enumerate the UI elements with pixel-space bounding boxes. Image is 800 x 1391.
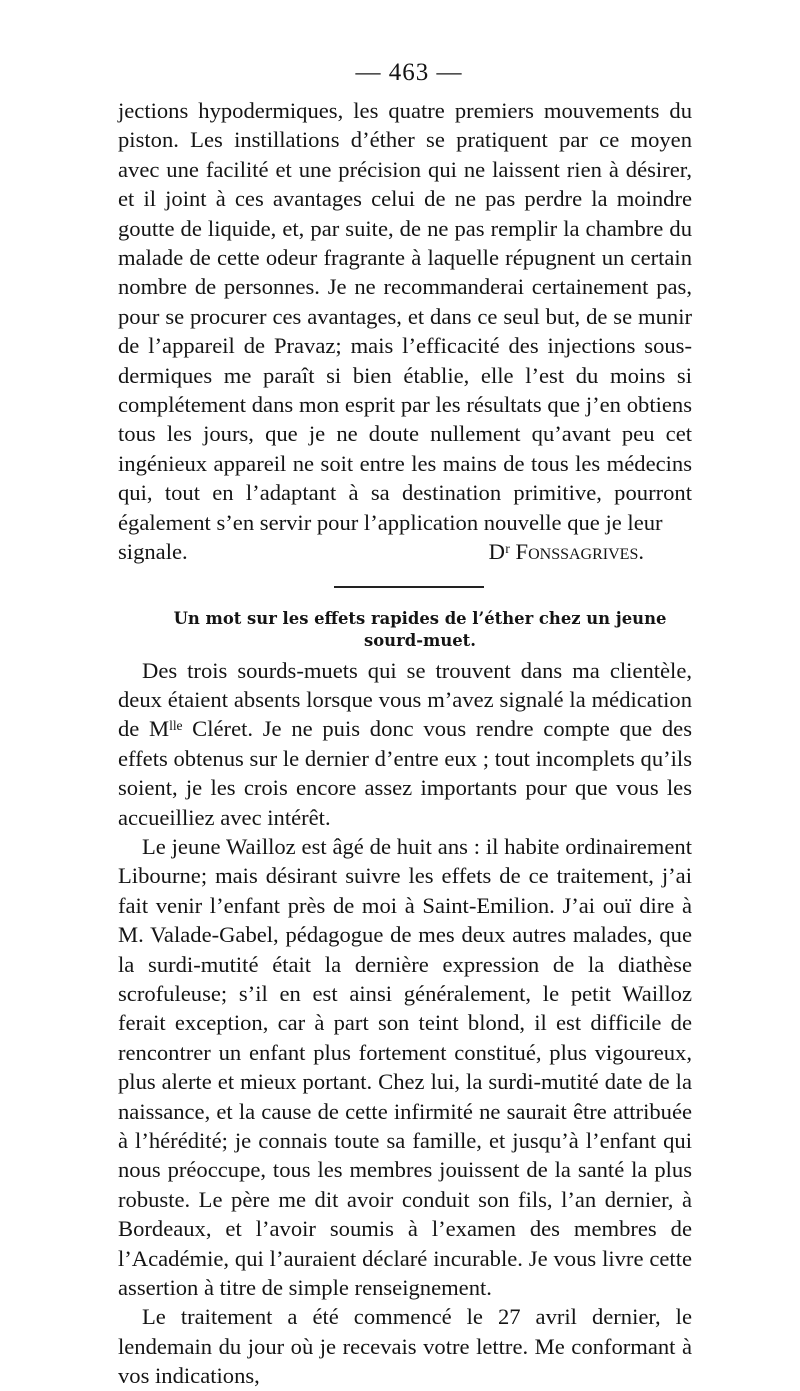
author-signature	[489, 537, 692, 566]
paragraph-injections: jections hypodermiques, les quatre premiers mouvements du piston. Les instillations d’éther se pratiquent par ce moyen avec une facilité et une précision qui ne laissent rien à désirer, et il joint à ces avantages celui de ne pas perdre la moindre goutte de liquide, et, par suite, de ne pas remplir la chambre du malade de cette odeur fragrante à laquelle répugnent un certain nombre de personnes. Je ne recommanderai certainement pas, pour se procurer ces avantages, et dans ce seul but, de se munir de l’appareil de Pravaz; mais l’efficacité des injections sous-dermiques me paraît si bien établie, elle l’est du moins si complétement dans mon esprit par les résultats que j’en obtiens tous les jours, que je ne doute nullement qu’avant peu cet ingénieux appareil ne soit entre les mains de tous les médecins qui, tout en l’adaptant à sa destination primitive, pourront également s’en servir pour l’application nouvelle que je leur	[118, 98, 692, 535]
section-divider	[334, 586, 484, 588]
paragraph-end-word: signale.	[118, 539, 188, 565]
page-number: — 463 —	[355, 59, 463, 86]
section-title-line-2: sourd-muet.	[364, 630, 476, 650]
signature-line	[118, 537, 692, 566]
signature-name: Fonssagrives.	[515, 539, 644, 565]
paragraph-traitement: Le traitement a été commencé le 27 avril dernier, le lendemain du jour où je recevais votre lettre. Me conformant à vos indications,	[118, 1304, 692, 1389]
article-body	[118, 656, 692, 1391]
signature-title: Dʳ	[488, 539, 510, 565]
paragraph-wailloz: Le jeune Wailloz est âgé de huit ans : il habite ordinairement Libourne; mais désirant suivre les effets de ce traitement, j’ai fait venir l’enfant près de moi à Saint-Emilion. J’ai ouï dire à M. Valade-Gabel, pédagogue de mes deux autres malades, que la surdi-mutité était la dernière expression de la diathèse scrofuleuse; s’il en est ainsi généralement, le petit Wailloz ferait exception, car à part son teint blond, il est difficile de rencontrer un enfant plus fortement constitué, plus vigoureux, plus alerte et mieux portant. Chez lui, la surdi-mutité date de la naissance, et la cause de cette infirmité ne saurait être attribuée à l’hérédité; je connais toute sa famille, et jusqu’à l’enfant qui nous préoccupe, tous les membres jouissent de la santé la plus robuste. Le père me dit avoir conduit son fils, l’an dernier, à Bordeaux, et l’avoir soumis à l’examen des membres de l’Académie, qui l’auraient déclaré incurable. Je vous livre cette assertion à titre de simple renseignement.	[118, 833, 692, 1301]
section-title-line-1: Un mot sur les effets rapides de l’éther chez un jeune	[173, 608, 667, 628]
paragraph-sourds-muets: Des trois sourds-muets qui se trouvent dans ma clientèle, deux étaient absents lorsque vous m’avez signalé la médication de Mˡˡᵉ Cléret. Je ne puis donc vous rendre compte que des effets obtenus sur le dernier d’entre eux ; tout incomplets qu’ils soient, je les crois encore assez importants pour que vous les accueilliez avec intérêt.	[118, 657, 692, 830]
section-title	[118, 608, 692, 652]
